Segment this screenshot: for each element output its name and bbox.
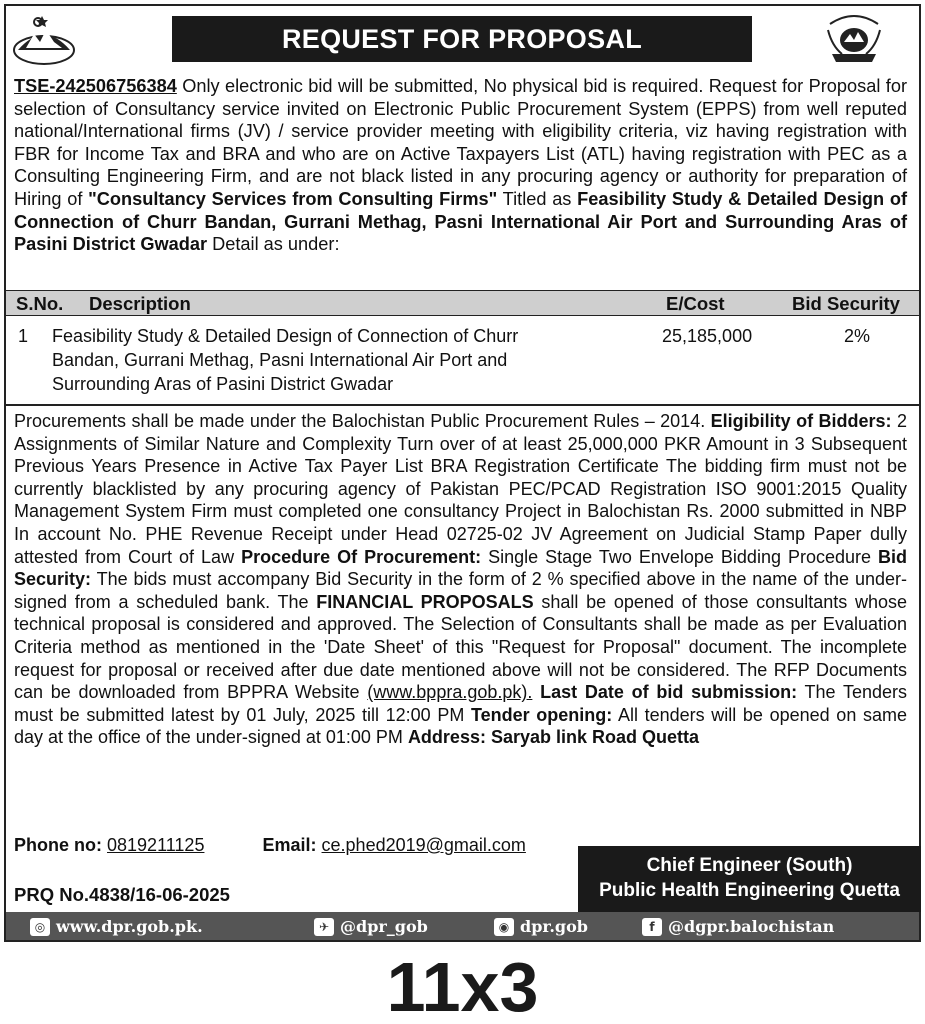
- intro-text-3: Detail as under:: [207, 234, 340, 255]
- body-bold-tender-opening: Tender opening:: [470, 704, 613, 725]
- body-bold-last-date: Last Date of bid submission:: [540, 682, 798, 703]
- intro-bold-1: "Consultancy Services from Consulting Firms": [88, 188, 498, 209]
- row-description-line-2: Bandan, Gurrani Methag, Pasni International Air Port and: [52, 350, 508, 370]
- col-ecost-header: E/Cost: [666, 293, 725, 314]
- footer-website-text: www.dpr.gob.pk.: [56, 917, 203, 936]
- bppra-website-link[interactable]: (www.bppra.gob.pk).: [367, 682, 533, 703]
- table-row: [6, 318, 919, 404]
- body-text-4: The bids must accompany Bid Security in the form of 2 % specified above in the name of the under-signed from a scheduled bank. The: [14, 569, 907, 612]
- body-bold-bid-security: Bid Security:: [14, 546, 907, 590]
- signature-title: Chief Engineer (South): [646, 855, 853, 876]
- footer-facebook-text: @dgpr.balochistan: [668, 917, 835, 936]
- body-text-7: The Tenders must be submitted latest by 01 July, 2025 till 12:00 PM: [14, 682, 907, 725]
- intro-bold-2: Feasibility Study & Detailed Design of Connection of Churr Bandan, Gurrani Methag, Pasni International Air Port and Surrounding Aras of Pasini District Gwadar: [14, 188, 908, 255]
- instagram-icon: ◉: [494, 918, 514, 936]
- tse-number: TSE-242506756384: [14, 76, 177, 96]
- col-description-header: Description: [89, 293, 191, 314]
- row-sno: 1: [18, 326, 29, 346]
- col-bid-security-header: Bid Security: [792, 293, 900, 314]
- phone-number[interactable]: 0819211125: [107, 835, 205, 855]
- prq-number: PRQ No.4838/16-06-2025: [14, 884, 230, 905]
- phe-seal-logo: [822, 10, 886, 68]
- body-text-3: Single Stage Two Envelope Bidding Procedure: [481, 546, 878, 567]
- body-bold-eligibility: Eligibility of Bidders:: [710, 411, 892, 431]
- col-sno-header: S.No.: [16, 293, 64, 314]
- row-ecost: 25,185,000: [662, 326, 753, 346]
- intro-text-1: Only electronic bid will be submitted, No physical bid is required. Request for Proposal for selection of Consultancy service invited on Electronic Public Procurement System (EPPS) from well reputed national/International firms (JV) / service provider meeting with eligibility criteria, viz having registration with FBR for Income Tax and BRA and who are on Active Taxpayers List (ATL) having registration with PEC as a Consulting Engineering Firm, and are not black listed in any procuring agency or authority for preparation of Hiring of: [14, 76, 907, 209]
- facebook-icon: f: [642, 918, 662, 936]
- twitter-icon: ✈: [314, 918, 334, 936]
- body-text-2: 2 Assignments of Similar Nature and Complexity Turn over of at least 25,000,000 PKR Amount in 3 Subsequent Previous Years Presence in Active Tax Payer List BRA Registration Certificate The bidding firm must not be currently blacklisted by any procuring agency of Pakistan PEC/PCAD Registration ISO 9001:2015 Quality Management System Firm must completed one consultancy Project in Balochistan Rs. 2000 submitted in NBP In account No. PHE Revenue Receipt under Head 02725-02 JV Agreement on Judicial Stamp Paper dully attested from Court of Law: [14, 411, 907, 567]
- globe-icon: ◎: [30, 918, 50, 936]
- page-title: REQUEST FOR PROPOSAL: [172, 16, 752, 62]
- body-bold-address: Address: Saryab link Road Quetta: [407, 727, 700, 748]
- footer-instagram[interactable]: [494, 917, 588, 936]
- footer-twitter[interactable]: [314, 917, 428, 936]
- row-description-line-3: Surrounding Aras of Pasini District Gwadar: [52, 374, 394, 394]
- footer-bar: [6, 912, 919, 940]
- table-header: [6, 290, 919, 316]
- table-divider: [6, 404, 919, 406]
- terms-paragraph: [14, 410, 907, 749]
- ad-size-label: 11x3: [386, 948, 539, 1024]
- contact-line: [14, 835, 526, 856]
- email-label: Email:: [262, 835, 317, 855]
- row-description-line-1: Feasibility Study & Detailed Design of Connection of Churr: [52, 326, 519, 346]
- signature-office: Public Health Engineering Quetta: [599, 880, 900, 901]
- email-link[interactable]: ce.phed2019@gmail.com: [321, 835, 526, 855]
- body-bold-procedure: Procedure Of Procurement:: [241, 546, 482, 567]
- intro-text-2: Titled as: [497, 188, 578, 209]
- footer-instagram-text: dpr.gob: [520, 917, 588, 936]
- intro-paragraph: [14, 75, 907, 256]
- body-text-5: shall be opened of those consultants whose technical proposal is considered and approved. The Selection of Consultants shall be made as per Evaluation Criteria method as mentioned in the 'Date Sheet' of this "Request for Proposal" document. The incomplete request for proposal or received after due date mentioned above will not be considered. The RFP Documents can be downloaded from BPPRA Website: [14, 591, 908, 703]
- footer-twitter-text: @dpr_gob: [340, 917, 428, 936]
- footer-website[interactable]: [30, 917, 203, 936]
- body-text-8: All tenders will be opened on same day at the office of the under-signed at 01:00 PM: [14, 704, 907, 748]
- signature-block: [578, 846, 921, 912]
- body-bold-financial: FINANCIAL PROPOSALS: [316, 591, 534, 612]
- body-text-1: Procurements shall be made under the Balochistan Public Procurement Rules – 2014.: [14, 411, 711, 431]
- footer-facebook[interactable]: [642, 917, 834, 936]
- balochistan-emblem-logo: [12, 10, 76, 68]
- row-bid-security: 2%: [844, 326, 871, 346]
- phone-label: Phone no:: [14, 835, 102, 855]
- body-text-6: [532, 682, 540, 702]
